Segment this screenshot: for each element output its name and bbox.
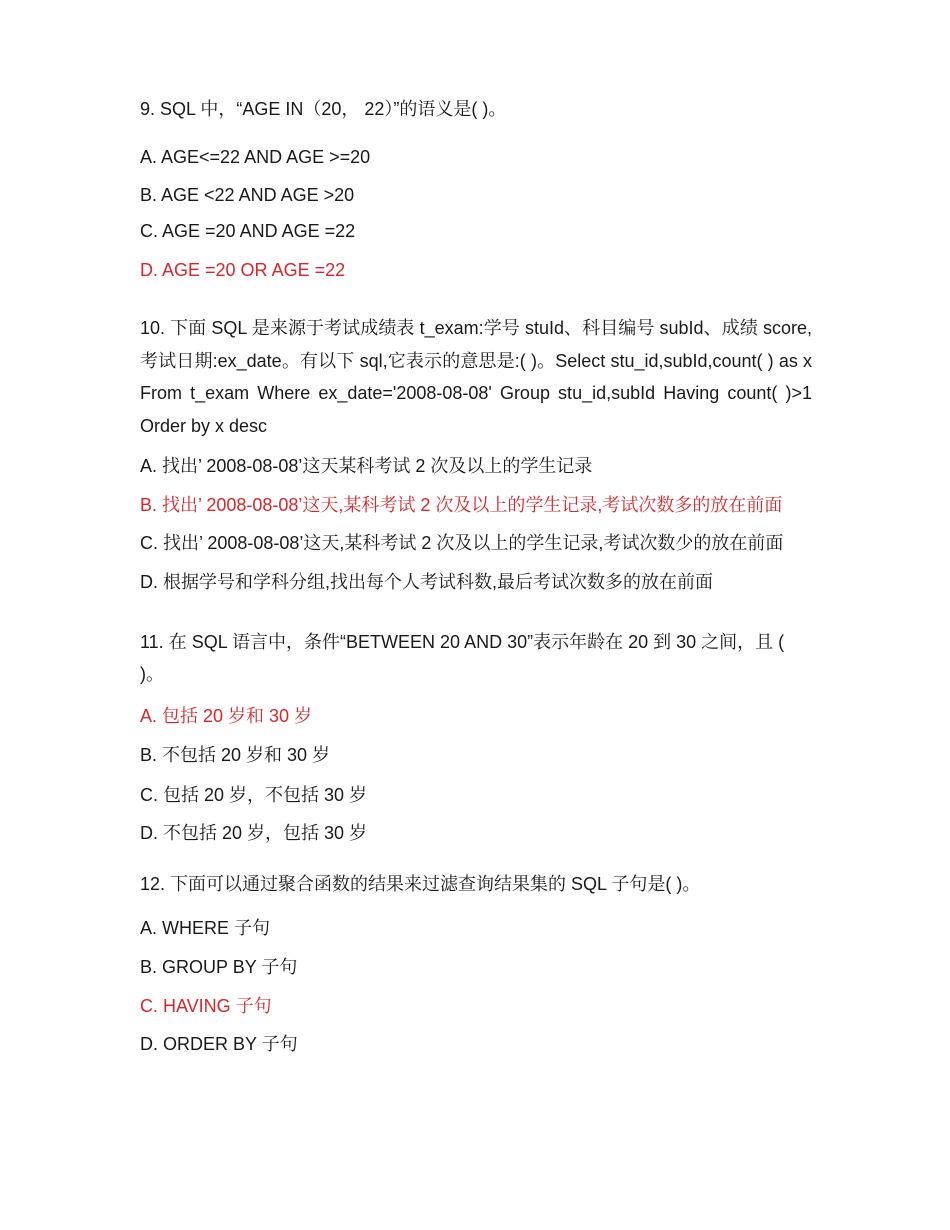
question-12-option-a: A. WHERE 子句 bbox=[140, 918, 271, 938]
question-11-option-b: B. 不包括 20 岁和 30 岁 bbox=[140, 745, 331, 765]
question-11-option-d: D. 不包括 20 岁，包括 30 岁 bbox=[140, 823, 368, 843]
question-12-option-b: B. GROUP BY 子句 bbox=[140, 957, 298, 977]
question-9-option-d: D. AGE =20 OR AGE =22 bbox=[140, 260, 346, 280]
question-11-stem: 11. 在 SQL 语言中，条件“BETWEEN 20 AND 30”表示年龄在 20 到 30 之间，且 ( )。 bbox=[140, 632, 785, 684]
question-10-option-a: A. 找出’ 2008-08-08’这天某科考试 2 次及以上的学生记录 bbox=[140, 456, 593, 476]
question-11-option-a: A. 包括 20 岁和 30 岁 bbox=[140, 706, 313, 726]
question-12-stem: 12. 下面可以通过聚合函数的结果来过滤查询结果集的 SQL 子句是( )。 bbox=[140, 874, 701, 894]
question-12-option-d: D. ORDER BY 子句 bbox=[140, 1034, 298, 1054]
question-9-stem: 9. SQL 中，“AGE IN（20， 22）”的语义是( )。 bbox=[140, 99, 507, 119]
question-12-option-c: C. HAVING 子句 bbox=[140, 996, 272, 1016]
question-10-option-c: C. 找出’ 2008-08-08’这天,某科考试 2 次及以上的学生记录,考试次数少的放在前面 bbox=[140, 533, 784, 553]
question-9-option-b: B. AGE <22 AND AGE >20 bbox=[140, 185, 355, 205]
question-10-option-b: B. 找出’ 2008-08-08’这天,某科考试 2 次及以上的学生记录,考试次数多的放在前面 bbox=[140, 495, 783, 515]
question-9-option-a: A. AGE<=22 AND AGE >=20 bbox=[140, 147, 371, 167]
question-10-option-d: D. 根据学号和学科分组,找出每个人考试科数,最后考试次数多的放在前面 bbox=[140, 572, 713, 592]
question-11-option-c: C. 包括 20 岁，不包括 30 岁 bbox=[140, 785, 368, 805]
question-10-stem: 10. 下面 SQL 是来源于考试成绩表 t_exam:学号 stuId、科目编号 subId、成绩 score,考试日期:ex_date。有以下 sql,它表示的意思是:( )。Select stu_id,subId,count( ) as x From t_exam Where ex_date='2008-08-08' Group stu_id,subId Having count( )>1 Order by x desc bbox=[140, 318, 812, 436]
question-9-option-c: C. AGE =20 AND AGE =22 bbox=[140, 221, 356, 241]
